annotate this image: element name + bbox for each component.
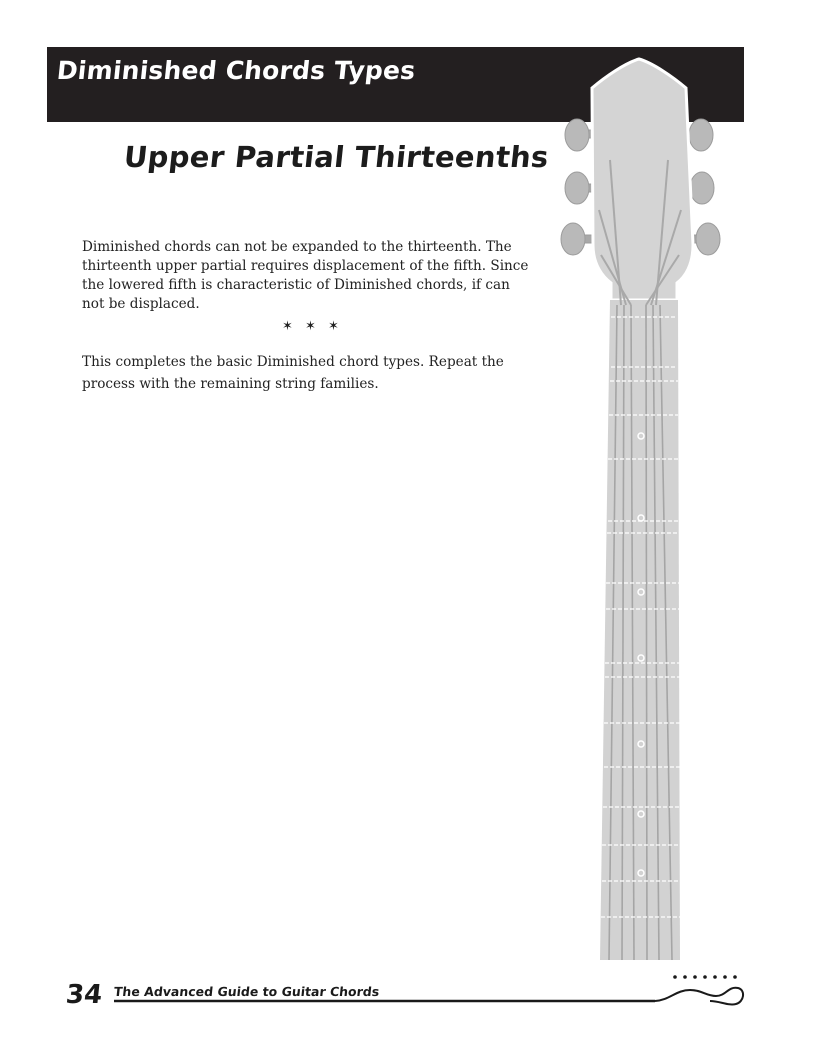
page-number: 34	[64, 980, 104, 1010]
book-title: The Advanced Guide to Guitar Chords	[113, 984, 381, 999]
paragraph-line: thirteenth upper partial requires displacement of the fifth. Since	[82, 258, 529, 274]
paragraph-line: not be displaced.	[82, 296, 200, 312]
body-paragraph-1	[82, 238, 542, 314]
section-separator: ✶ ✶ ✶	[282, 319, 343, 334]
section-title: Upper Partial Thirteenths	[122, 140, 551, 174]
body-paragraph-2	[82, 351, 542, 395]
paragraph-line: the lowered fifth is characteristic of Diminished chords, if can	[82, 277, 510, 293]
paragraph-line: This completes the basic Diminished chord types. Repeat the	[82, 354, 504, 370]
guitar-neck-illustration	[555, 55, 735, 960]
page-title: Diminished Chords Types	[55, 56, 417, 85]
paragraph-line: process with the remaining string families.	[82, 376, 379, 392]
paragraph-line: Diminished chords can not be expanded to the thirteenth. The	[82, 239, 512, 255]
